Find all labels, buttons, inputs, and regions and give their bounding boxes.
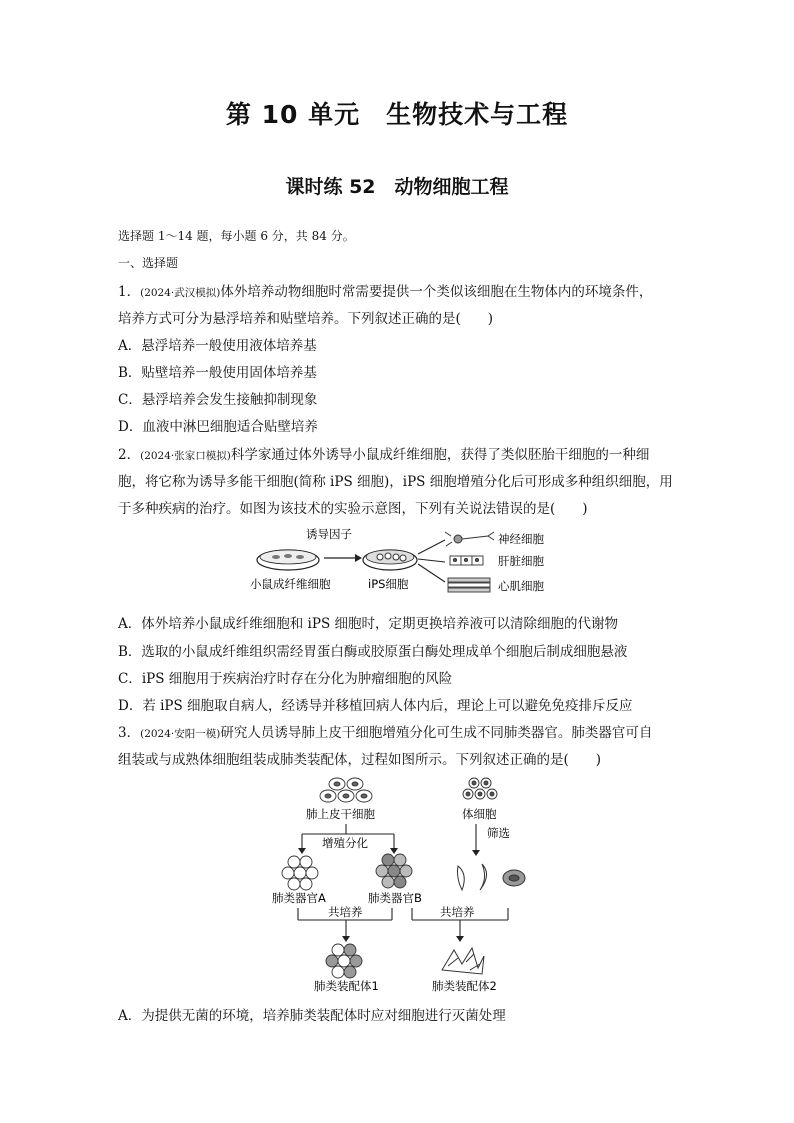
factor-label: 诱导因子 (306, 527, 352, 541)
heart-cell-icon (448, 578, 490, 592)
q2-stem-line1 (118, 443, 649, 463)
stem-cell-label: 肺上皮干细胞 (306, 807, 375, 821)
intro-text: 选择题 1～14 题，每小题 6 分，共 84 分。 (118, 229, 355, 243)
unit-title: 第 10 单元 生物技术与工程 (225, 100, 569, 129)
q1-number: 1． (118, 284, 141, 300)
coculture-label-1: 共培养 (328, 905, 363, 919)
q2-source: (2024·张家口模拟) (140, 450, 231, 462)
arrowhead-icon (355, 554, 362, 562)
q3-number: 3． (118, 725, 141, 741)
coculture-label-2: 共培养 (440, 905, 475, 919)
fibroblast-label: 小鼠成纤维细胞 (250, 577, 331, 591)
q1-stem: 体外培养动物细胞时常需要提供一个类似该细胞在生物体内的环境条件， (220, 284, 653, 300)
q2-stem-line3: 于多种疾病的治疗。如图为该技术的实验示意图，下列有关说法错误的是( ) (118, 501, 588, 517)
ips-label: iPS细胞 (368, 577, 409, 591)
somatic-cell-cluster-icon (463, 778, 497, 799)
q3-stem-line1 (118, 721, 652, 741)
q2-number: 2． (118, 447, 141, 463)
q2-figure (240, 524, 570, 596)
organoid-a-icon (282, 856, 318, 890)
liver-cell-icon (450, 556, 483, 565)
organoid-a-label: 肺类器官A (272, 891, 326, 905)
screened-cells-icon (458, 864, 526, 890)
nerve-cell-icon (445, 532, 494, 546)
lesson-title: 课时练 52 动物细胞工程 (285, 176, 509, 198)
q3-option-a: A．为提供无菌的环境，培养肺类装配体时应对细胞进行灭菌处理 (118, 1008, 506, 1024)
q2-option-a: A．体外培养小鼠成纤维细胞和 iPS 细胞时，定期更换培养液可以清除细胞的代谢物 (118, 616, 618, 632)
q2-stem: 科学家通过体外诱导小鼠成纤维细胞，获得了类似胚胎干细胞的一种细 (230, 447, 650, 463)
q1-option-b: B．贴壁培养一般使用固体培养基 (118, 365, 317, 381)
q1-stem-line2: 培养方式可分为悬浮培养和贴壁培养。下列叙述正确的是( ) (118, 311, 494, 327)
prolif-label: 增殖分化 (322, 836, 368, 850)
ips-dish-icon (363, 550, 417, 570)
liver-label: 肝脏细胞 (498, 554, 544, 568)
nerve-label: 神经细胞 (498, 532, 544, 546)
organoid-b-label: 肺类器官B (368, 891, 422, 905)
fibroblast-dish-icon (257, 550, 319, 570)
assembly-2-label: 肺类装配体2 (432, 979, 497, 993)
q1-option-c: C．悬浮培养会发生接触抑制现象 (118, 392, 318, 408)
q3-figure (262, 774, 542, 996)
q2-stem-line2: 胞，将它称为诱导多能干细胞(简称 iPS 细胞)，iPS 细胞增殖分化后可形成多种组织细胞，用 (118, 474, 673, 490)
q3-source: (2024·安阳一模) (140, 728, 221, 740)
screen-label: 筛选 (487, 826, 510, 840)
assembly-1-label: 肺类装配体1 (314, 979, 379, 993)
organoid-b-icon (376, 854, 412, 888)
heart-label: 心肌细胞 (498, 579, 544, 593)
q3-stem: 研究人员诱导肺上皮干细胞增殖分化可生成不同肺类器官。肺类器官可自 (220, 725, 653, 741)
somatic-label: 体细胞 (462, 807, 497, 821)
q3-stem-line2: 组装或与成熟体细胞组装成肺类装配体，过程如图所示。下列叙述正确的是( ) (118, 752, 602, 768)
assembly-2-icon (442, 948, 484, 974)
q1-stem-line1 (118, 280, 652, 300)
section-heading: 一、选择题 (118, 256, 179, 270)
q2-option-d: D．若 iPS 细胞取自病人，经诱导并移植回病人体内后，理论上可以避免免疫排斥反应 (118, 698, 633, 714)
q2-option-c: C．iPS 细胞用于疾病治疗时存在分化为肿瘤细胞的风险 (118, 671, 453, 687)
q2-option-b: B．选取的小鼠成纤维组织需经胃蛋白酶或胶原蛋白酶处理成单个细胞后制成细胞悬液 (118, 644, 628, 660)
q1-option-d: D．血液中淋巴细胞适合贴壁培养 (118, 419, 318, 435)
stem-cell-cluster-icon (320, 778, 372, 802)
q1-source: (2024·武汉模拟) (140, 287, 221, 299)
assembly-1-icon (326, 944, 362, 978)
q1-option-a: A．悬浮培养一般使用液体培养基 (118, 338, 317, 354)
